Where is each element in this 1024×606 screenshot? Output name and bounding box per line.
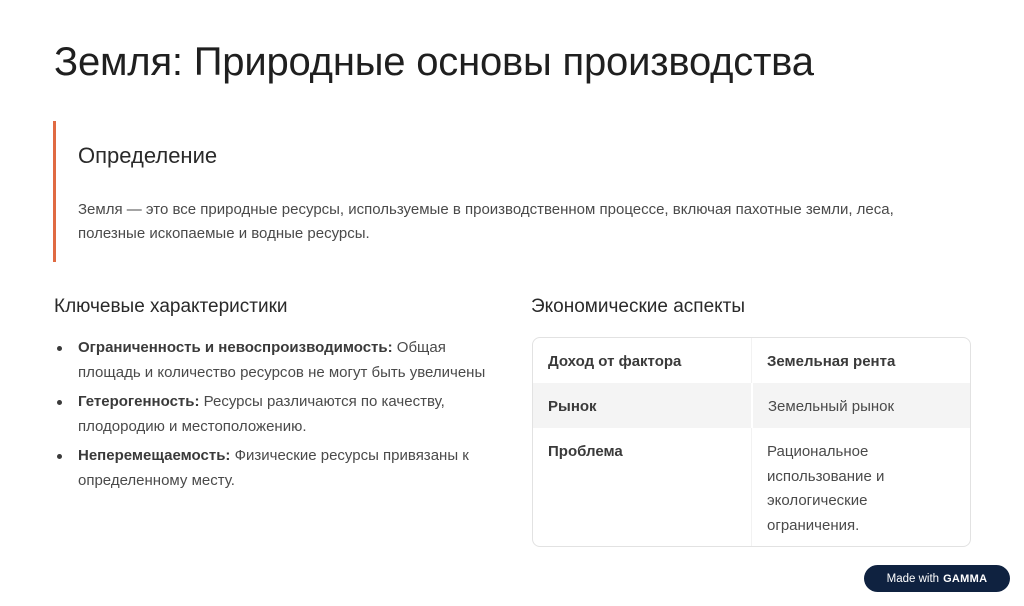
characteristics-list — [54, 336, 494, 498]
definition-text: Земля — это все природные ресурсы, используемые в производственном процессе, включая пахотные земли, леса, полезные ископаемые и водные ресурсы. — [78, 201, 894, 242]
badge-prefix: Made with — [886, 572, 940, 585]
bullet-icon — [57, 454, 62, 459]
characteristic-term: Гетерогенность: — [78, 393, 200, 410]
table-cell-label: Проблема — [548, 443, 623, 460]
table-cell-value: Земельная рента — [751, 338, 970, 383]
characteristic-term: Ограниченность и невоспроизводимость: — [78, 339, 393, 356]
characteristic-text: Ресурсы различаются по качеству, плодородию и местоположению. — [78, 393, 445, 435]
bullet-icon — [57, 346, 62, 351]
bullet-icon — [57, 400, 62, 405]
characteristic-text: Физические ресурсы привязаны к определенному месту. — [78, 447, 469, 489]
list-item — [54, 444, 494, 493]
economics-heading: Экономические аспекты — [531, 296, 746, 317]
list-item — [54, 390, 494, 439]
gamma-logo: GAMMA — [943, 572, 988, 585]
table-row — [533, 383, 970, 428]
definition-heading: Определение — [78, 143, 218, 168]
characteristics-heading: Ключевые характеристики — [54, 296, 288, 317]
table-cell-label: Рынок — [548, 398, 597, 415]
economics-table — [532, 337, 971, 547]
list-item — [54, 336, 494, 385]
table-cell-label: Доход от фактора — [548, 353, 682, 370]
definition-card — [53, 121, 956, 262]
table-row — [533, 428, 970, 546]
table-cell-value: Земельный рынок — [751, 383, 970, 428]
table-row — [533, 338, 970, 383]
characteristic-term: Неперемещаемость: — [78, 447, 231, 464]
characteristic-text: Общая площадь и количество ресурсов не могут быть увеличены — [78, 339, 486, 381]
table-cell-value: Рациональное использование и экологические ограничения. — [751, 428, 970, 546]
made-with-gamma-badge[interactable] — [864, 565, 1010, 592]
page-title: Земля: Природные основы производства — [54, 40, 814, 84]
